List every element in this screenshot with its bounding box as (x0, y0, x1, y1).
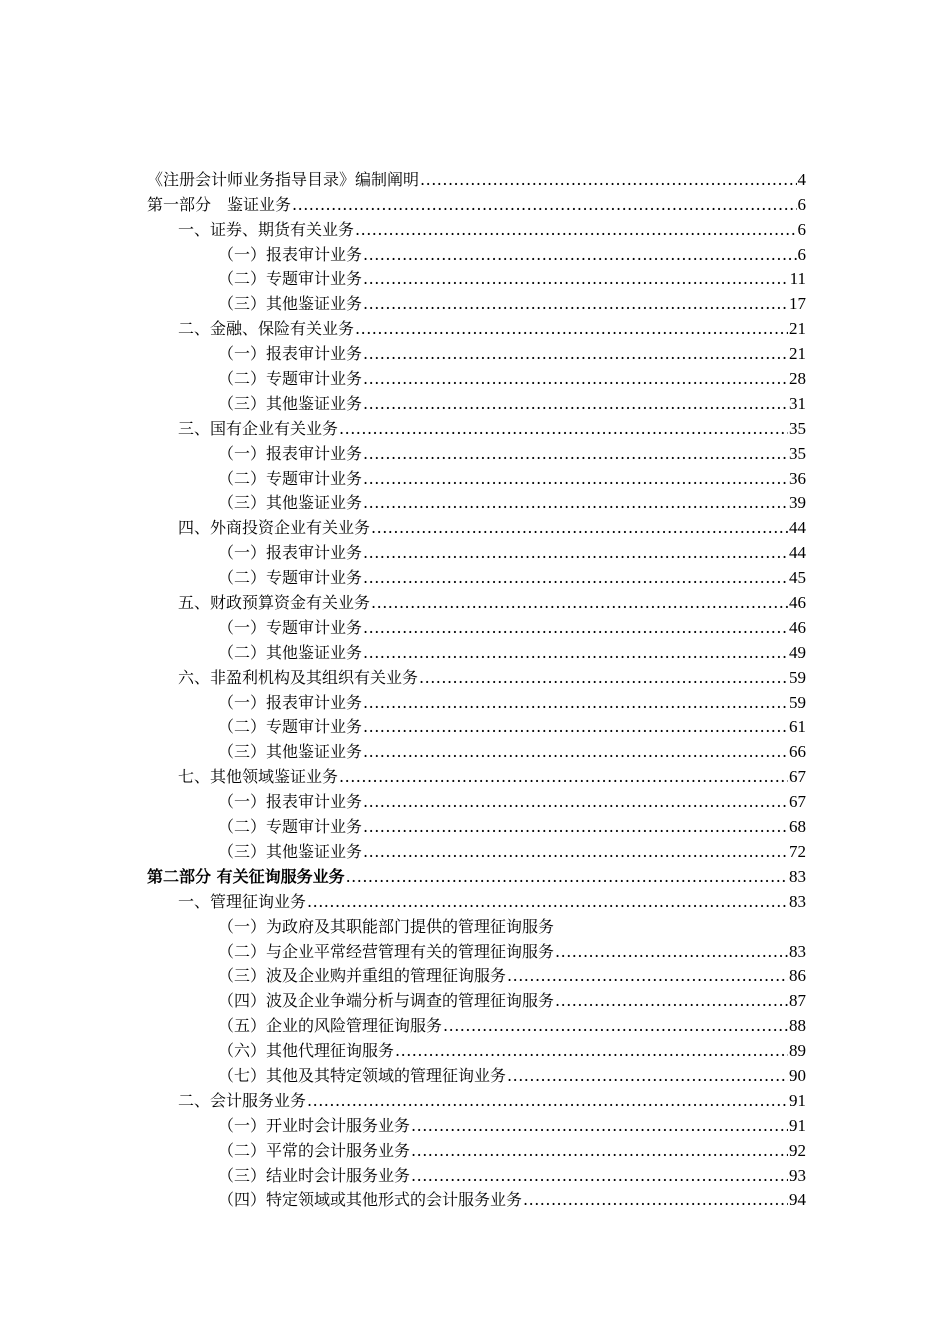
toc-entry[interactable] (0, 839, 806, 864)
toc-entry[interactable] (0, 615, 806, 640)
toc-dot-leader (363, 693, 788, 713)
toc-entry[interactable] (0, 889, 806, 914)
toc-entry[interactable] (0, 291, 806, 316)
toc-entry-title: （二）专题审计业务 (218, 717, 363, 737)
toc-page-number: 83 (789, 891, 806, 911)
toc-page-number: 49 (789, 642, 806, 662)
toc-entry-title: （一）专题审计业务 (218, 617, 363, 637)
toc-dot-leader (363, 245, 796, 265)
toc-dot-leader (443, 1016, 788, 1036)
toc-entry-title: （三）其他鉴证业务 (218, 393, 363, 413)
toc-entry[interactable] (0, 665, 806, 690)
toc-entry-title: 五、财政预算资金有关业务 (178, 593, 371, 613)
toc-dot-leader (363, 444, 788, 464)
toc-page-number: 92 (789, 1140, 806, 1160)
toc-page-number: 66 (789, 742, 806, 762)
toc-entry[interactable] (0, 491, 806, 516)
toc-entry[interactable] (0, 466, 806, 491)
toc-entry[interactable] (0, 167, 806, 192)
toc-entry[interactable] (0, 242, 806, 267)
toc-entry-title: （二）专题审计业务 (218, 369, 363, 389)
toc-entry-title: 一、管理征询业务 (178, 891, 307, 911)
toc-dot-leader (339, 419, 788, 439)
toc-entry-title: 《注册会计师业务指导目录》编制阐明 (147, 169, 420, 189)
toc-dot-leader (363, 643, 788, 663)
toc-entry-title: （三）其他鉴证业务 (218, 841, 363, 861)
toc-entry[interactable] (0, 715, 806, 740)
toc-entry-title: （一）报表审计业务 (218, 244, 363, 264)
toc-entry-title: 第一部分 鉴证业务 (147, 194, 292, 214)
toc-dot-leader (363, 394, 788, 414)
toc-entry[interactable] (0, 739, 806, 764)
toc-entry-title: 四、外商投资企业有关业务 (178, 518, 371, 538)
toc-entry[interactable] (0, 391, 806, 416)
toc-page-number: 36 (789, 468, 806, 488)
toc-dot-leader (355, 319, 788, 339)
toc-page-number: 67 (789, 792, 806, 812)
toc-dot-leader (371, 518, 788, 538)
toc-page-number: 61 (789, 717, 806, 737)
toc-dot-leader (307, 892, 788, 912)
toc-entry-title: （一）开业时会计服务业务 (218, 1115, 411, 1135)
toc-entry[interactable] (0, 1163, 806, 1188)
toc-entry-title: （三）其他鉴证业务 (218, 294, 363, 314)
toc-page-number: 91 (789, 1090, 806, 1110)
toc-page-number: 45 (789, 568, 806, 588)
toc-page-number: 35 (789, 418, 806, 438)
toc-page-number: 39 (789, 493, 806, 513)
toc-page-number: 59 (789, 692, 806, 712)
toc-page-number: 21 (789, 319, 806, 339)
toc-entry-title: （二）与企业平常经营管理有关的管理征询服务 (218, 941, 555, 961)
toc-dot-leader (363, 369, 788, 389)
toc-entry-title: （三）其他鉴证业务 (218, 493, 363, 513)
toc-page-number: 46 (789, 617, 806, 637)
toc-entry-title: （二）专题审计业务 (218, 269, 363, 289)
toc-dot-leader (363, 817, 788, 837)
toc-dot-leader (411, 1166, 788, 1186)
toc-page-number: 67 (789, 767, 806, 787)
toc-entry-title: （二）专题审计业务 (218, 468, 363, 488)
toc-entry-title: （二）专题审计业务 (218, 817, 363, 837)
toc-entry[interactable] (0, 192, 806, 217)
toc-page-number: 87 (789, 991, 806, 1011)
toc-dot-leader (363, 717, 788, 737)
toc-entry-title: （四）特定领域或其他形式的会计服务业务 (218, 1190, 523, 1210)
toc-entry[interactable] (0, 764, 806, 789)
toc-dot-leader (363, 842, 788, 862)
toc-entry[interactable] (0, 864, 806, 889)
toc-entry-title: 二、会计服务业务 (178, 1090, 307, 1110)
toc-entry[interactable] (0, 267, 806, 292)
toc-page-number: 90 (789, 1065, 806, 1085)
toc-dot-leader (523, 1190, 788, 1210)
toc-page-number: 31 (789, 393, 806, 413)
toc-entry[interactable] (0, 1113, 806, 1138)
toc-entry[interactable] (0, 1188, 806, 1213)
toc-page-number: 17 (789, 294, 806, 314)
toc-page-number: 89 (789, 1041, 806, 1061)
toc-entry-title: （一）为政府及其职能部门提供的管理征询服务 (218, 916, 555, 936)
toc-entry-title: （六）其他代理征询服务 (218, 1041, 395, 1061)
toc-entry[interactable] (0, 1138, 806, 1163)
toc-dot-leader (363, 294, 788, 314)
toc-page-number: 21 (789, 344, 806, 364)
toc-entry[interactable] (0, 416, 806, 441)
toc-dot-leader (363, 792, 788, 812)
toc-dot-leader (363, 493, 788, 513)
toc-entry-title: （三）结业时会计服务业务 (218, 1165, 411, 1185)
toc-entry[interactable] (0, 540, 806, 565)
toc-page-number: 83 (789, 866, 806, 886)
toc-entry[interactable] (0, 366, 806, 391)
toc-entry[interactable] (0, 341, 806, 366)
toc-dot-leader (339, 767, 788, 787)
toc-entry[interactable] (0, 914, 806, 939)
toc-page-number: 28 (789, 369, 806, 389)
toc-dot-leader (363, 568, 788, 588)
toc-page-number: 44 (789, 518, 806, 538)
toc-entry[interactable] (0, 640, 806, 665)
toc-entry-title: （七）其他及其特定领域的管理征询业务 (218, 1065, 507, 1085)
toc-page-number: 86 (789, 966, 806, 986)
toc-page-number: 11 (789, 269, 806, 289)
toc-entry-title: 第二部分 有关征询服务业务 (147, 866, 345, 886)
toc-entry-title: （二）其他鉴证业务 (218, 642, 363, 662)
toc-entry-title: （三）波及企业购并重组的管理征询服务 (218, 966, 507, 986)
toc-dot-leader (419, 668, 788, 688)
toc-entry-title: 七、其他领域鉴证业务 (178, 767, 339, 787)
toc-entry-title: （二）专题审计业务 (218, 568, 363, 588)
toc-entry[interactable] (0, 217, 806, 242)
toc-entry[interactable] (0, 964, 806, 989)
toc-dot-leader (292, 195, 796, 215)
toc-entry[interactable] (0, 590, 806, 615)
toc-page-number: 72 (789, 841, 806, 861)
toc-dot-leader (411, 1116, 788, 1136)
toc-dot-leader (346, 867, 788, 887)
toc-dot-leader (307, 1091, 788, 1111)
toc-page-number: 6 (797, 244, 806, 264)
toc-dot-leader (395, 1041, 788, 1061)
toc-entry[interactable] (0, 939, 806, 964)
toc-entry-title: （一）报表审计业务 (218, 543, 363, 563)
table-of-contents (0, 167, 950, 1212)
toc-dot-leader (355, 220, 796, 240)
toc-page-number: 83 (789, 941, 806, 961)
toc-page-number: 44 (789, 543, 806, 563)
toc-dot-leader (507, 966, 788, 986)
toc-entry[interactable] (0, 565, 806, 590)
toc-entry[interactable] (0, 1063, 806, 1088)
toc-entry-title: （三）其他鉴证业务 (218, 742, 363, 762)
toc-entry-title: （一）报表审计业务 (218, 792, 363, 812)
toc-entry-title: （二）平常的会计服务业务 (218, 1140, 411, 1160)
toc-entry-title: （一）报表审计业务 (218, 443, 363, 463)
toc-dot-leader (507, 1066, 788, 1086)
toc-dot-leader (411, 1141, 788, 1161)
toc-entry-title: （四）波及企业争端分析与调查的管理征询服务 (218, 991, 555, 1011)
toc-dot-leader (363, 742, 788, 762)
toc-entry[interactable] (0, 441, 806, 466)
toc-entry-title: 六、非盈利机构及其组织有关业务 (178, 667, 419, 687)
toc-dot-leader (363, 344, 788, 364)
toc-page-number: 46 (789, 593, 806, 613)
toc-entry[interactable] (0, 316, 806, 341)
toc-entry-title: 一、证券、期货有关业务 (178, 219, 355, 239)
toc-dot-leader (371, 593, 788, 613)
toc-dot-leader (363, 543, 788, 563)
toc-dot-leader (420, 170, 796, 190)
toc-dot-leader (555, 942, 788, 962)
toc-dot-leader (363, 618, 788, 638)
toc-page-number: 6 (797, 194, 806, 214)
toc-entry-title: 三、国有企业有关业务 (178, 418, 339, 438)
toc-page-number: 59 (789, 667, 806, 687)
toc-page-number: 4 (797, 169, 806, 189)
toc-entry-title: 二、金融、保险有关业务 (178, 319, 355, 339)
toc-page-number: 35 (789, 443, 806, 463)
toc-dot-leader (555, 991, 788, 1011)
toc-entry-title: （一）报表审计业务 (218, 692, 363, 712)
toc-entry[interactable] (0, 1088, 806, 1113)
toc-page-number: 94 (789, 1190, 806, 1210)
toc-dot-leader (363, 269, 789, 289)
toc-entry[interactable] (0, 1038, 806, 1063)
toc-page-number: 6 (797, 219, 806, 239)
toc-page-number: 68 (789, 817, 806, 837)
toc-entry[interactable] (0, 515, 806, 540)
toc-dot-leader (363, 469, 788, 489)
toc-entry[interactable] (0, 789, 806, 814)
toc-entry-title: （五）企业的风险管理征询服务 (218, 1016, 443, 1036)
toc-page-number: 93 (789, 1165, 806, 1185)
toc-entry[interactable] (0, 814, 806, 839)
toc-entry[interactable] (0, 988, 806, 1013)
toc-entry-title: （一）报表审计业务 (218, 344, 363, 364)
toc-entry[interactable] (0, 690, 806, 715)
toc-page-number: 91 (789, 1115, 806, 1135)
toc-page-number: 88 (789, 1016, 806, 1036)
toc-entry[interactable] (0, 1013, 806, 1038)
